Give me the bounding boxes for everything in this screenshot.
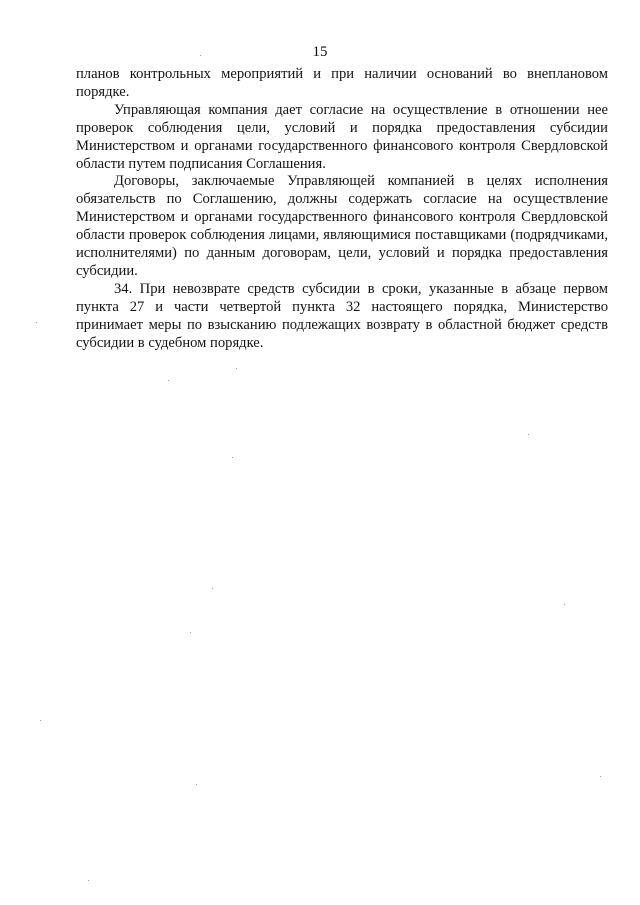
paragraph-continuation: планов контрольных мероприятий и при наличии оснований во внеплановом порядке. [76,66,608,100]
scan-speck [232,457,233,458]
page-number: 15 [312,44,328,60]
scan-speck [190,632,191,633]
paragraph-consent: Управляющая компания дает согласие на осуществление в отношении нее проверок соблюдения цели, условий и порядка предоставления субсидии Министерством и органами государственного финансового контроля Свердловской области путем подписания Соглашения. [76,101,608,172]
scan-speck [36,322,37,323]
body-text [76,66,608,353]
scan-speck [196,784,197,785]
scan-speck [528,434,529,435]
scan-speck [564,604,565,605]
scan-speck [88,880,89,881]
paragraph-contracts: Договоры, заключаемые Управляющей компанией в целях исполнения обязательств по Соглашению, должны содержать согласие на осуществление Министерством и органами государственного финансового контроля Свердловской области проверок соблюдения лицами, являющимися поставщиками (подрядчиками, исполнителями) по данным договорам, цели, условий и порядка предоставления субсидии. [76,173,608,279]
paragraph-item-34: 34. При невозврате средств субсидии в сроки, указанные в абзаце первом пункта 27 и части четвертой пункта 32 настоящего порядка, Министерство принимает меры по взысканию подлежащих возврату в областной бюджет средств субсидии в судебном порядке. [76,280,608,351]
scan-speck [212,588,213,589]
scan-speck [200,55,201,56]
scan-speck [600,776,601,777]
scan-speck [40,720,41,721]
scan-speck [168,380,169,381]
scan-speck [236,368,237,369]
